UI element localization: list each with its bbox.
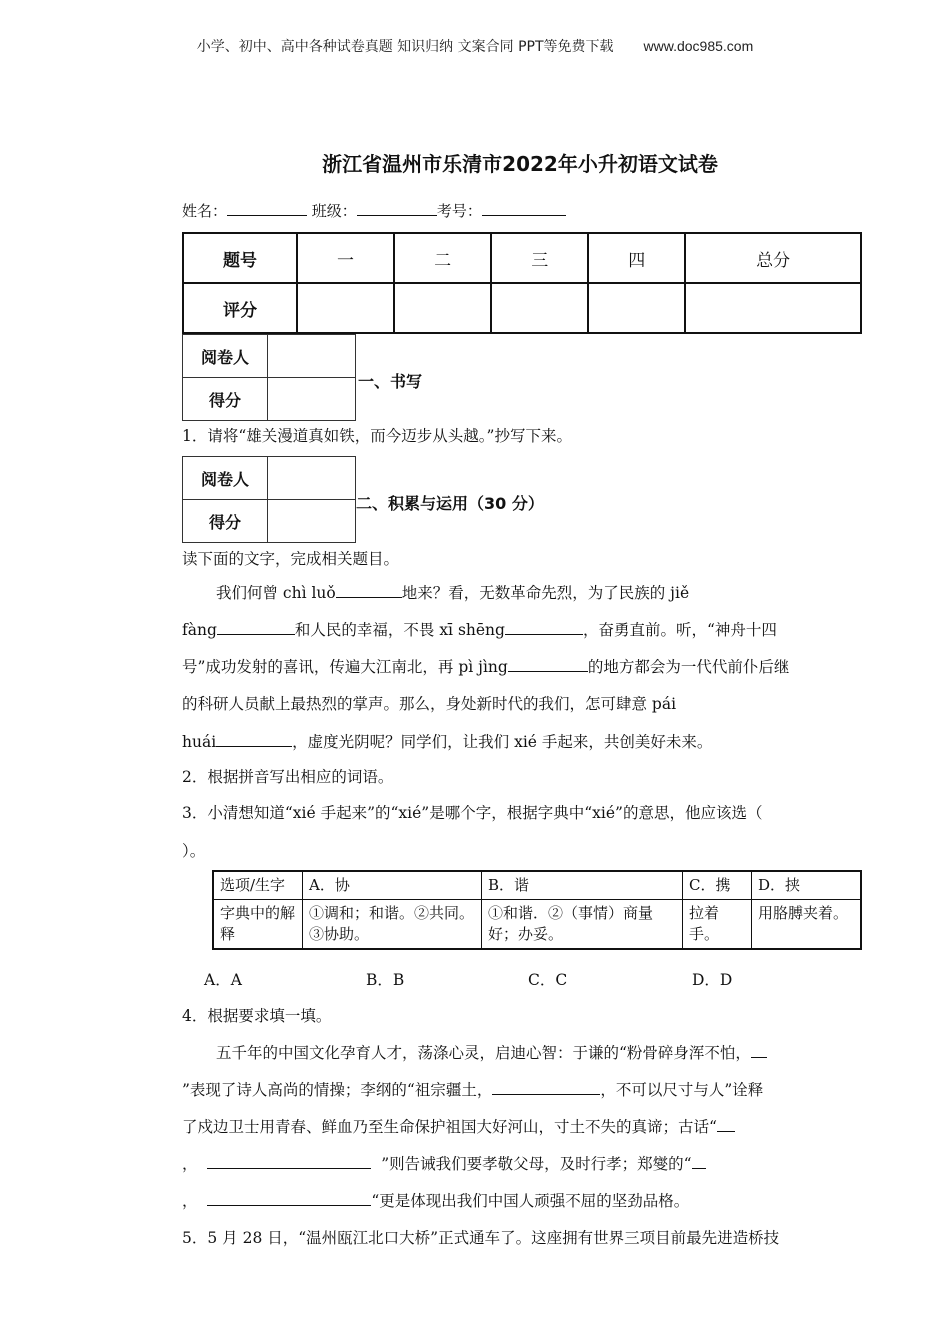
- class-field[interactable]: [357, 201, 437, 216]
- reviewer-label: 阅卷人: [183, 457, 268, 500]
- choice-d[interactable]: D．D: [692, 971, 733, 989]
- answer-blank[interactable]: [492, 1080, 600, 1095]
- choice-a[interactable]: A．A: [204, 971, 242, 989]
- answer-blank[interactable]: [207, 1154, 371, 1169]
- student-info: [182, 200, 566, 221]
- answer-blank[interactable]: [217, 620, 295, 635]
- passage-text: fàng: [182, 621, 217, 639]
- score-header-cell: 二: [394, 233, 491, 283]
- score-label: 得分: [183, 378, 268, 421]
- reviewer-cell[interactable]: [268, 457, 356, 500]
- q4-line: [182, 1152, 706, 1174]
- dict-header-row: [213, 871, 861, 900]
- question-1: 1．请将“雄关漫道真如铁，而今迈步从头越。”抄写下来。: [182, 427, 572, 445]
- name-label: 姓名：: [182, 202, 228, 220]
- question-3-end: ）。: [182, 842, 206, 860]
- dict-option: A．协: [303, 871, 482, 900]
- dict-option: D．挟: [752, 871, 862, 900]
- passage-line: [182, 618, 777, 640]
- passage-text: 地来？看，无数革命先烈，为了民族的 jiě: [401, 584, 690, 602]
- score-header-cell: 四: [588, 233, 685, 283]
- answer-blank[interactable]: [751, 1043, 767, 1058]
- dict-meaning: ①调和；和谐。②共同。③协助。: [303, 900, 482, 950]
- grader-score-cell[interactable]: [268, 500, 356, 543]
- score-cell[interactable]: [491, 283, 588, 333]
- dict-col-header: 选项/生字: [213, 871, 303, 900]
- passage-text: 号”成功发射的喜讯，传遍大江南北，再 pì jìng: [182, 658, 508, 676]
- q4-text: 五千年的中国文化孕育人才，荡涤心灵，启迪心智：于谦的“粉骨碎身浑不怕，: [216, 1044, 751, 1062]
- q4-line: [216, 1041, 767, 1063]
- score-cell[interactable]: [588, 283, 685, 333]
- score-header-cell: 一: [297, 233, 394, 283]
- passage-text: ，虚度光阴呢？同学们，让我们 xié 手起来，共创美好未来。: [292, 733, 713, 751]
- dict-option: C．携: [683, 871, 752, 900]
- q4-text: ”表现了诗人高尚的情操；李纲的“祖宗疆土，: [182, 1081, 493, 1099]
- passage-text: ，奋勇直前。听，“神舟十四: [582, 621, 777, 639]
- page-title: 浙江省温州市乐清市2022年小升初语文试卷: [322, 152, 718, 176]
- section-2-intro: 读下面的文字，完成相关题目。: [182, 550, 400, 568]
- question-5: 5．5 月 28 日，“温州瓯江北口大桥”正式通车了。这座拥有世界三项目前最先进造桥技: [182, 1229, 780, 1247]
- choice-b[interactable]: B．B: [366, 971, 405, 989]
- passage-text: 的地方都会为一代代前仆后继: [587, 658, 790, 676]
- q4-text: ，: [182, 1192, 198, 1210]
- section-2-title: 二、积累与运用（30 分）: [356, 494, 544, 513]
- score-header-cell: 总分: [685, 233, 861, 283]
- q4-line: [182, 1078, 763, 1100]
- passage-line: 的科研人员献上最热烈的掌声。那么，身处新时代的我们，怎可肆意 pái: [182, 695, 677, 713]
- q4-line: [182, 1189, 689, 1211]
- section-1-title: 一、书写: [358, 372, 423, 391]
- choice-c[interactable]: C．C: [528, 971, 568, 989]
- q4-text: ，不可以尺寸与人”诠释: [600, 1081, 764, 1099]
- grader-box-1: [182, 334, 356, 421]
- q4-text: ，: [182, 1155, 198, 1173]
- question-4: 4．根据要求填一填。: [182, 1007, 332, 1025]
- answer-blank[interactable]: [336, 583, 402, 598]
- grader-score-cell[interactable]: [268, 378, 356, 421]
- score-header-cell: 三: [491, 233, 588, 283]
- answer-blank[interactable]: [216, 732, 292, 747]
- q4-text: 了戍边卫士用青春、鲜血乃至生命保护祖国大好河山，寸土不失的真谛；古话“: [182, 1118, 717, 1136]
- answer-blank[interactable]: [505, 620, 583, 635]
- dict-meaning: 用胳膊夹着。: [752, 900, 862, 950]
- passage-text: 我们何曾 chì luǒ: [216, 584, 336, 602]
- number-field[interactable]: [482, 201, 566, 216]
- passage-line: [182, 655, 789, 677]
- grader-box-2: [182, 456, 356, 543]
- score-row: [183, 283, 861, 333]
- answer-blank[interactable]: [717, 1117, 735, 1132]
- dict-option: B．谐: [482, 871, 683, 900]
- dict-meaning-row: [213, 900, 861, 950]
- header-text: 小学、初中、高中各种试卷真题 知识归纳 文案合同 PPT等免费下载: [196, 39, 614, 55]
- q4-line: [182, 1115, 735, 1137]
- dict-meaning: ①和谐．②（事情）商量好；办妥。: [482, 900, 683, 950]
- dict-row-header: 字典中的解释: [213, 900, 303, 950]
- number-label: 考号：: [436, 202, 482, 220]
- reviewer-cell[interactable]: [268, 335, 356, 378]
- page-header: [0, 36, 950, 56]
- score-cell[interactable]: [394, 283, 491, 333]
- class-label: 班级：: [311, 202, 357, 220]
- name-field[interactable]: [227, 201, 307, 216]
- q4-text: “更是体现出我们中国人顽强不屈的坚劲品格。: [371, 1192, 690, 1210]
- score-cell[interactable]: [685, 283, 861, 333]
- passage-line: [216, 581, 689, 603]
- score-cell[interactable]: [297, 283, 394, 333]
- score-header-row: [183, 233, 861, 283]
- score-header-cell: 题号: [183, 233, 297, 283]
- q4-text: ”则告诫我们要孝敬父母，及时行孝；郑燮的“: [381, 1155, 692, 1173]
- score-label: 得分: [183, 500, 268, 543]
- passage-text: huái: [182, 733, 217, 751]
- score-row-label: 评分: [183, 283, 297, 333]
- dict-meaning: 拉着手。: [683, 900, 752, 950]
- passage-line: [182, 730, 712, 752]
- reviewer-label: 阅卷人: [183, 335, 268, 378]
- dictionary-table: [212, 870, 862, 950]
- question-2: 2．根据拼音写出相应的词语。: [182, 768, 394, 786]
- header-site[interactable]: www.doc985.com: [643, 38, 754, 54]
- answer-blank[interactable]: [508, 657, 588, 672]
- answer-blank[interactable]: [207, 1191, 371, 1206]
- answer-blank[interactable]: [692, 1154, 706, 1169]
- question-3: 3．小清想知道“xié 手起来”的“xié”是哪个字，根据字典中“xié”的意思，他应该选（: [182, 804, 763, 822]
- passage-text: 和人民的幸福，不畏 xī shēng: [294, 621, 505, 639]
- score-table: [182, 232, 862, 334]
